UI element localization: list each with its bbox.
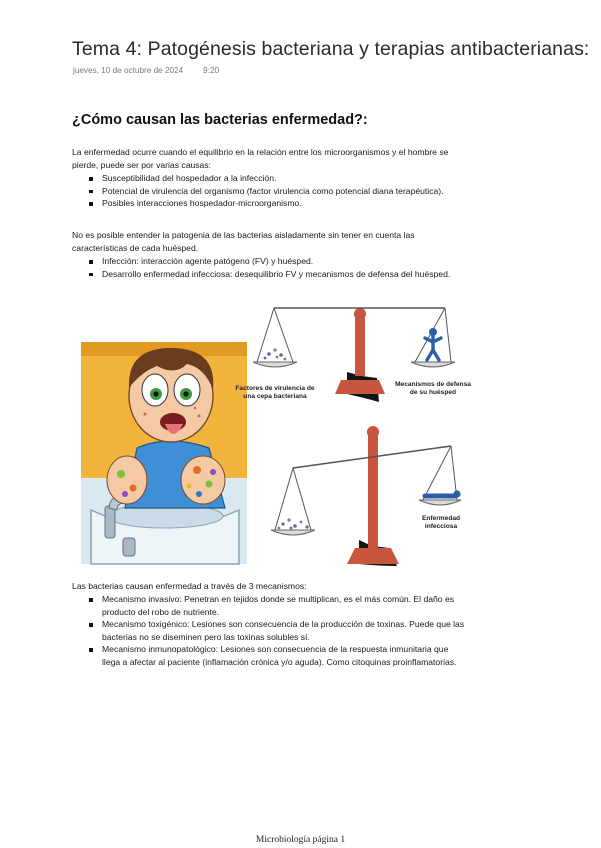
page-time: 9:20: [203, 66, 220, 75]
section-heading: ¿Cómo causan las bacterias enfermedad?:: [72, 112, 368, 128]
mechanisms-intro: Las bacterias causan enfermedad a través de 3 mecanismos:: [72, 581, 307, 591]
balance-figure: [79, 298, 534, 566]
figure-illustration: [79, 298, 534, 566]
mechanism-2-line-1: Mecanismo toxigénico: Lesiones son consecuencia de la producción de toxinas. Puede que las: [102, 619, 465, 630]
list-item: Potencial de virulencia del organismo (factor virulencia como potencial diana terapéutica).: [102, 185, 564, 198]
list-item: Posibles interacciones hospedador-microorganismo.: [102, 197, 564, 210]
page-title: Tema 4: Patogénesis bacteriana y terapias antibacterianas:: [72, 38, 590, 60]
patogenia-paragraph: [72, 229, 534, 254]
label-virulence-2: una cepa bacteriana: [243, 393, 307, 400]
list-item: [102, 618, 564, 643]
cartoon-boy-illustration: [81, 342, 247, 564]
label-defense-1: Mecanismos de defensa: [395, 381, 471, 388]
mechanisms-list: [72, 593, 564, 669]
causes-list: [72, 172, 564, 210]
list-item: Susceptibilidad del hospedador a la infección.: [102, 172, 564, 185]
page-footer: Microbiología página 1: [255, 835, 346, 845]
para2-line-1: No es posible entender la patogenia de las bacterias aisladamente sin tener en cuenta las: [72, 230, 415, 240]
balance-scale-bottom: [271, 426, 461, 566]
mechanism-1-line-1: Mecanismo invasivo: Penetran en tejidos donde se multiplican, es el más común. El daño es: [102, 594, 455, 604]
list-item: Infección: interacción agente patógeno (FV) y huésped.: [102, 255, 564, 268]
label-virulence-1: Factores de virulencia de: [235, 385, 315, 392]
mechanism-1-line-2: producto del robo de nutriente.: [102, 606, 220, 617]
intro-paragraph: [72, 146, 534, 171]
page-meta: [73, 66, 219, 75]
infection-list: [72, 255, 564, 280]
intro-line-2: pierde, puede ser por varias causas:: [72, 159, 212, 170]
page-date: jueves, 10 de octubre de 2024: [73, 66, 184, 75]
mechanism-3-line-1: Mecanismo inmunopatológico: Lesiones son consecuencia de la respuesta inmunitaria que: [102, 644, 449, 655]
list-item: Desarrollo enfermedad infecciosa: desequilibrio FV y mecanismos de defensa del huésped.: [102, 268, 564, 281]
label-disease-1: Enfermedad: [421, 515, 461, 522]
label-disease-2: infecciosa: [424, 523, 458, 530]
intro-line-1: La enfermedad ocurre cuando el equilibrio en la relación entre los microorganismos y el hombre se: [72, 147, 449, 157]
list-item: [102, 643, 564, 668]
para2-line-2: características de cada huésped.: [72, 242, 199, 253]
mechanism-3-line-2: llega a afectar al paciente (inflamación crónica y/o aguda). Como citoquinas proinflamatorias.: [102, 656, 457, 667]
list-item: [102, 593, 564, 618]
balance-scale-top: [235, 308, 471, 402]
label-defense-2: de su huésped: [409, 389, 457, 396]
mechanism-2-line-2: bacterias no se diseminen pero las toxinas solubles sí.: [102, 631, 310, 642]
